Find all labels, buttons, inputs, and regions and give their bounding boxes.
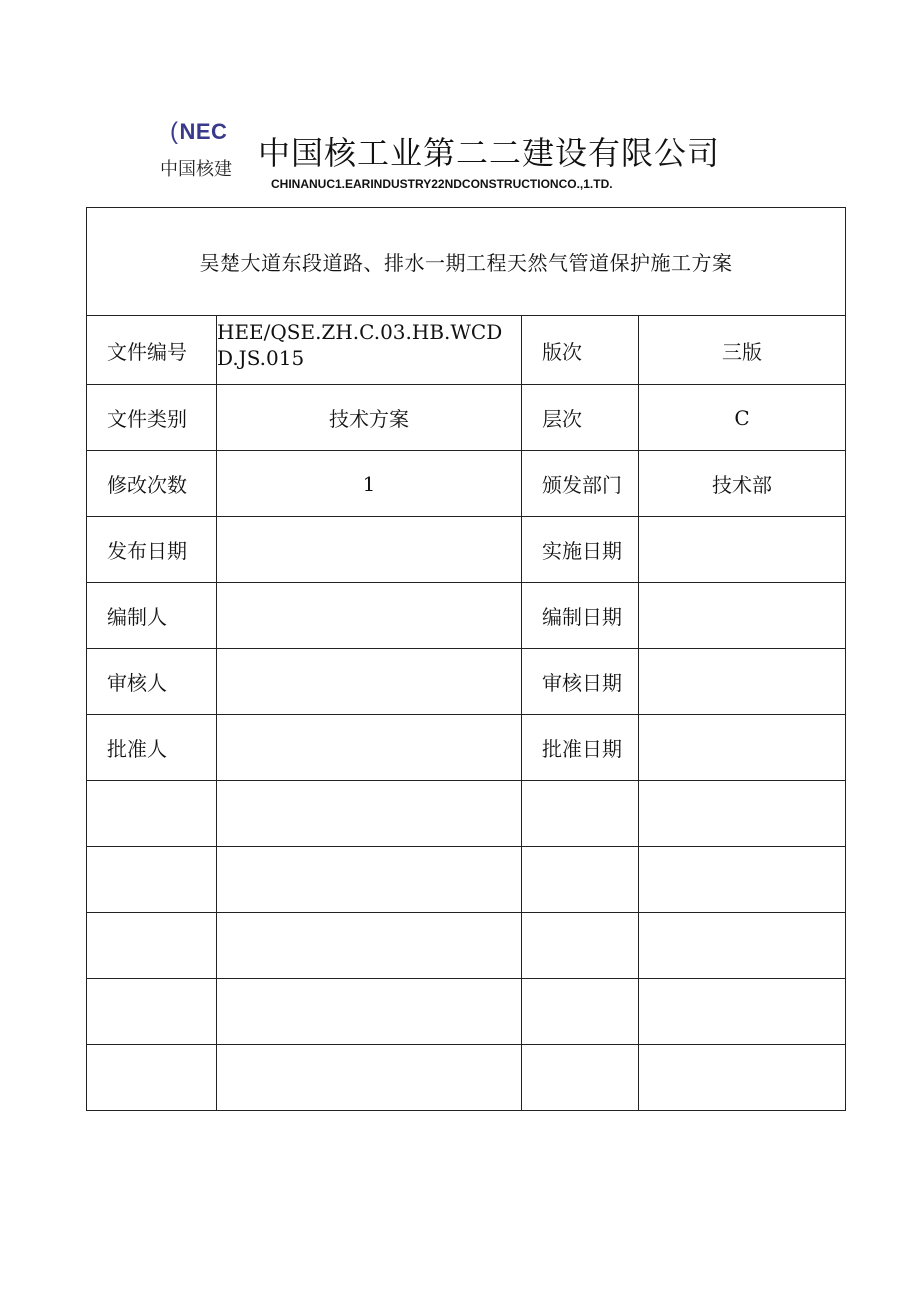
table-row bbox=[87, 715, 846, 781]
field-label: 批准人 bbox=[87, 715, 217, 781]
empty-cell bbox=[217, 979, 522, 1045]
field-label: 编制人 bbox=[87, 583, 217, 649]
empty-cell bbox=[217, 781, 522, 847]
company-logo bbox=[170, 118, 227, 146]
empty-cell bbox=[87, 913, 217, 979]
table-row bbox=[87, 316, 846, 385]
field-label: 发布日期 bbox=[87, 517, 217, 583]
document-control-table bbox=[86, 207, 846, 1111]
document-category-value: 技术方案 bbox=[217, 385, 522, 451]
empty-table-row bbox=[87, 979, 846, 1045]
empty-cell bbox=[639, 1045, 846, 1111]
field-label: 文件编号 bbox=[87, 316, 217, 385]
logo-paren: ( bbox=[170, 118, 179, 145]
prepared-by-value bbox=[217, 583, 522, 649]
level-value: C bbox=[639, 385, 846, 451]
field-label: 修改次数 bbox=[87, 451, 217, 517]
empty-cell bbox=[522, 781, 639, 847]
implementation-date-value bbox=[639, 517, 846, 583]
empty-table-row bbox=[87, 1045, 846, 1111]
prepared-date-value bbox=[639, 583, 846, 649]
field-label: 文件类别 bbox=[87, 385, 217, 451]
table-row bbox=[87, 517, 846, 583]
edition-value: 三版 bbox=[639, 316, 846, 385]
release-date-value bbox=[217, 517, 522, 583]
empty-cell bbox=[639, 913, 846, 979]
company-name-en: CHINANUC1.EARINDUSTRY22NDCONSTRUCTIONCO.,1.TD. bbox=[271, 177, 613, 191]
table-row bbox=[87, 649, 846, 715]
table-row bbox=[87, 583, 846, 649]
empty-cell bbox=[217, 847, 522, 913]
table-row bbox=[87, 451, 846, 517]
table-row bbox=[87, 385, 846, 451]
empty-cell bbox=[522, 1045, 639, 1111]
field-label: 版次 bbox=[522, 316, 639, 385]
empty-cell bbox=[522, 979, 639, 1045]
empty-cell bbox=[87, 781, 217, 847]
empty-table-row bbox=[87, 781, 846, 847]
field-label: 审核人 bbox=[87, 649, 217, 715]
empty-cell bbox=[522, 847, 639, 913]
empty-cell bbox=[87, 979, 217, 1045]
issuing-department-value: 技术部 bbox=[639, 451, 846, 517]
empty-cell bbox=[217, 1045, 522, 1111]
approval-date-value bbox=[639, 715, 846, 781]
revision-count-value: 1 bbox=[217, 451, 522, 517]
logo-cn-text: 中国核建 bbox=[160, 159, 232, 180]
field-label: 颁发部门 bbox=[522, 451, 639, 517]
reviewed-by-value bbox=[217, 649, 522, 715]
title-row bbox=[87, 208, 846, 316]
empty-table-row bbox=[87, 913, 846, 979]
field-label: 层次 bbox=[522, 385, 639, 451]
review-date-value bbox=[639, 649, 846, 715]
empty-cell bbox=[217, 913, 522, 979]
letterhead bbox=[0, 0, 920, 200]
document-title: 吴楚大道东段道路、排水一期工程天然气管道保护施工方案 bbox=[87, 208, 846, 316]
field-label: 批准日期 bbox=[522, 715, 639, 781]
approved-by-value bbox=[217, 715, 522, 781]
empty-cell bbox=[639, 979, 846, 1045]
document-number-value: HEE/QSE.ZH.C.03.HB.WCDD.JS.015 bbox=[217, 316, 522, 385]
empty-cell bbox=[87, 1045, 217, 1111]
empty-cell bbox=[639, 781, 846, 847]
company-name: 中国核工业第二二建设有限公司 bbox=[258, 134, 721, 172]
empty-cell bbox=[639, 847, 846, 913]
field-label: 编制日期 bbox=[522, 583, 639, 649]
logo-text: NEC bbox=[179, 119, 228, 144]
field-label: 审核日期 bbox=[522, 649, 639, 715]
empty-cell bbox=[87, 847, 217, 913]
empty-cell bbox=[522, 913, 639, 979]
field-label: 实施日期 bbox=[522, 517, 639, 583]
empty-table-row bbox=[87, 847, 846, 913]
